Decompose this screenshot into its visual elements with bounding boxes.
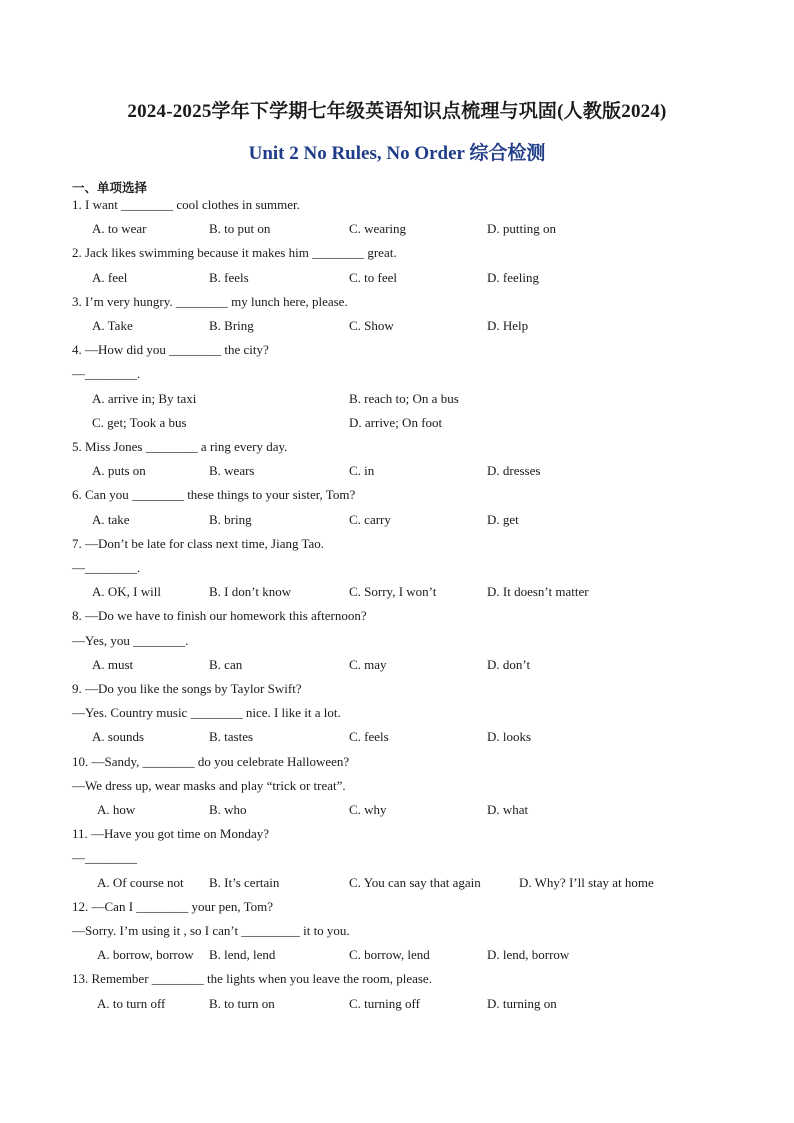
answer-option: A. feel [92, 269, 128, 285]
question-response-line: —Sorry. I’m using it , so I can’t _________ it to you. [72, 923, 350, 938]
answer-option: D. don’t [487, 656, 531, 672]
answer-option: C. get; Took a bus [92, 414, 187, 430]
answer-option: B. bring [209, 511, 252, 527]
answer-option: C. You can say that again [349, 874, 481, 890]
answer-option: C. Show [349, 318, 394, 333]
answer-option: C. wearing [349, 221, 407, 237]
answer-option: A. arrive in; By taxi [92, 390, 197, 406]
answer-option: A. Of course not [97, 874, 184, 890]
answer-option: C. Sorry, I won’t [349, 584, 437, 600]
answer-option: C. may [349, 656, 387, 672]
page-title: 2024-2025学年下学期七年级英语知识点梳理与巩固(人教版2024) [127, 101, 667, 122]
answer-option: C. borrow, lend [349, 947, 430, 963]
answer-option: A. Take [92, 318, 133, 333]
answer-option: C. why [349, 802, 387, 817]
question-stem: 10. —Sandy, ________ do you celebrate Halloween? [72, 753, 350, 769]
answer-option: C. carry [349, 511, 391, 527]
question-response-line: —________ [72, 850, 137, 866]
answer-option: D. feeling [487, 269, 539, 285]
answer-option: A. sounds [92, 729, 145, 745]
answer-option: D. dresses [487, 463, 541, 479]
question-stem: 3. I’m very hungry. ________ my lunch here, please. [72, 293, 348, 309]
answer-option: B. lend, lend [209, 947, 276, 963]
answer-option: D. lend, borrow [487, 947, 570, 963]
answer-option: D. looks [487, 729, 532, 745]
answer-option: B. who [209, 802, 247, 817]
answer-option: A. how [97, 802, 136, 817]
answer-option: B. wears [209, 463, 255, 479]
answer-option: B. I don’t know [209, 584, 292, 600]
answer-option: D. get [487, 511, 519, 527]
question-response-line: —Yes, you ________. [72, 632, 189, 648]
question-stem: 9. —Do you like the songs by Taylor Swift? [72, 681, 302, 696]
question-stem: 1. I want ________ cool clothes in summer. [72, 197, 300, 212]
answer-option: C. feels [349, 729, 389, 745]
answer-option: B. feels [209, 269, 249, 285]
answer-option: C. turning off [349, 995, 420, 1011]
answer-option: A. to turn off [97, 995, 166, 1011]
section-heading: 一、单项选择 [72, 181, 148, 195]
question-stem: 4. —How did you ________ the city? [72, 342, 269, 358]
answer-option: B. to put on [209, 221, 271, 237]
question-response-line: —Yes. Country music ________ nice. I like it a lot. [72, 705, 341, 721]
answer-option: B. It’s certain [209, 874, 280, 890]
answer-option: D. arrive; On foot [349, 414, 443, 430]
question-stem: 8. —Do we have to finish our homework this afternoon? [72, 608, 367, 624]
page-subtitle: Unit 2 No Rules, No Order 综合检测 [248, 143, 546, 164]
answer-option: A. take [92, 511, 130, 527]
question-stem: 2. Jack likes swimming because it makes him ________ great. [72, 245, 397, 261]
question-stem: 5. Miss Jones ________ a ring every day. [72, 439, 288, 454]
answer-option: A. borrow, borrow [97, 947, 194, 963]
answer-option: B. reach to; On a bus [349, 390, 459, 406]
answer-option: A. to wear [92, 221, 147, 237]
answer-option: C. in [349, 463, 375, 479]
answer-option: B. to turn on [209, 995, 275, 1011]
answer-option: C. to feel [349, 269, 398, 285]
question-response-line: —________. [72, 366, 141, 382]
question-response-line: —We dress up, wear masks and play “trick or treat”. [72, 777, 346, 793]
question-stem: 6. Can you ________ these things to your sister, Tom? [72, 487, 356, 503]
answer-option: A. OK, I will [92, 584, 161, 600]
answer-option: A. must [92, 656, 134, 672]
question-stem: 7. —Don’t be late for class next time, Jiang Tao. [72, 535, 325, 551]
answer-option: A. puts on [92, 463, 146, 479]
answer-option: D. Why? I’ll stay at home [519, 874, 654, 890]
question-stem: 12. —Can I ________ your pen, Tom? [72, 898, 274, 914]
answer-option: D. turning on [487, 995, 557, 1011]
answer-option: B. can [209, 656, 243, 672]
question-stem: 11. —Have you got time on Monday? [72, 826, 270, 842]
question-stem: 13. Remember ________ the lights when you leave the room, please. [72, 971, 432, 987]
answer-option: D. It doesn’t matter [487, 584, 589, 600]
answer-option: D. Help [487, 318, 529, 333]
answer-option: B. Bring [209, 318, 254, 333]
answer-option: D. putting on [487, 221, 556, 237]
question-response-line: —________. [72, 560, 141, 575]
answer-option: D. what [487, 802, 529, 817]
answer-option: B. tastes [209, 729, 254, 745]
